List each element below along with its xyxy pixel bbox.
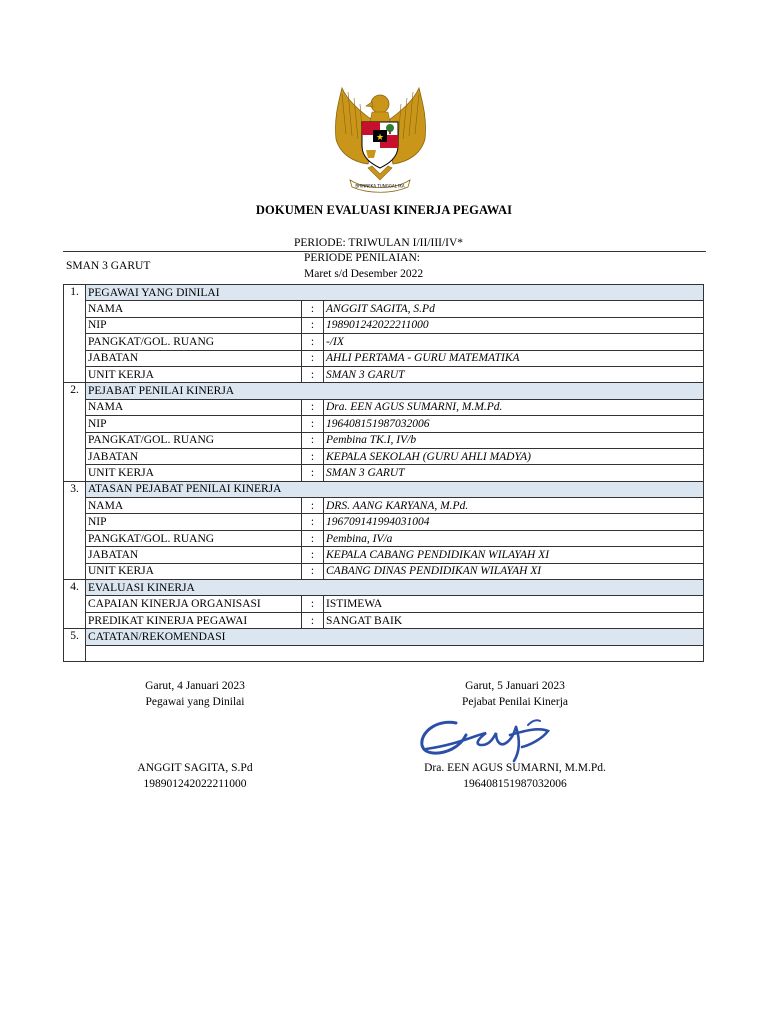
table-row bbox=[64, 334, 704, 350]
section-title: PEJABAT PENILAI KINERJA bbox=[86, 383, 704, 399]
table-row bbox=[64, 612, 704, 628]
field-value: -/IX bbox=[324, 334, 704, 350]
periode-penilaian-label: PERIODE PENILAIAN: bbox=[304, 252, 420, 264]
field-colon: : bbox=[302, 317, 324, 333]
field-label: JABATAN bbox=[86, 350, 302, 366]
field-label: NIP bbox=[86, 317, 302, 333]
field-value: ANGGIT SAGITA, S.Pd bbox=[324, 301, 704, 317]
field-value: SMAN 3 GARUT bbox=[324, 366, 704, 382]
field-colon: : bbox=[302, 563, 324, 579]
table-row bbox=[64, 498, 704, 514]
field-colon: : bbox=[302, 350, 324, 366]
field-label: PREDIKAT KINERJA PEGAWAI bbox=[86, 612, 302, 628]
field-value: 196709141994031004 bbox=[324, 514, 704, 530]
right-signature-role: Pejabat Penilai Kinerja bbox=[461, 696, 569, 708]
section-header-row bbox=[64, 481, 704, 497]
left-signature-role: Pegawai yang Dinilai bbox=[145, 696, 245, 708]
field-value: SANGAT BAIK bbox=[324, 612, 704, 628]
field-label: NAMA bbox=[86, 498, 302, 514]
field-colon: : bbox=[302, 596, 324, 612]
field-label: NIP bbox=[86, 514, 302, 530]
school-unit: SMAN 3 GARUT bbox=[66, 260, 151, 272]
table-row bbox=[64, 317, 704, 333]
field-value: Pembina, IV/a bbox=[324, 530, 704, 546]
section-header-row bbox=[64, 383, 704, 399]
periode-penilaian-value: Maret s/d Desember 2022 bbox=[304, 268, 424, 280]
section-title: PEGAWAI YANG DINILAI bbox=[86, 285, 704, 301]
field-colon: : bbox=[302, 514, 324, 530]
table-row bbox=[64, 547, 704, 563]
section-title: EVALUASI KINERJA bbox=[86, 580, 704, 596]
evaluation-table bbox=[63, 284, 704, 662]
right-signature-name: Dra. EEN AGUS SUMARNI, M.M.Pd. bbox=[424, 762, 606, 774]
notes-cell bbox=[86, 645, 704, 661]
section-header-row bbox=[64, 629, 704, 645]
section-title: CATATAN/REKOMENDASI bbox=[86, 629, 704, 645]
table-row bbox=[64, 514, 704, 530]
table-row bbox=[64, 465, 704, 481]
table-row bbox=[64, 432, 704, 448]
table-row bbox=[64, 399, 704, 415]
section-number: 2. bbox=[64, 383, 86, 481]
section-header-row bbox=[64, 580, 704, 596]
table-row bbox=[64, 563, 704, 579]
field-value: ISTIMEWA bbox=[324, 596, 704, 612]
field-colon: : bbox=[302, 416, 324, 432]
field-colon: : bbox=[302, 530, 324, 546]
right-signature-date: Garut, 5 Januari 2023 bbox=[465, 680, 565, 692]
left-signature-date: Garut, 4 Januari 2023 bbox=[145, 680, 245, 692]
field-value: KEPALA SEKOLAH (GURU AHLI MADYA) bbox=[324, 448, 704, 464]
field-colon: : bbox=[302, 432, 324, 448]
field-colon: : bbox=[302, 465, 324, 481]
field-value: Dra. EEN AGUS SUMARNI, M.M.Pd. bbox=[324, 399, 704, 415]
field-value: 198901242022211000 bbox=[324, 317, 704, 333]
handwritten-signature-icon bbox=[416, 705, 566, 770]
field-value: KEPALA CABANG PENDIDIKAN WILAYAH XI bbox=[324, 547, 704, 563]
table-row bbox=[64, 596, 704, 612]
field-colon: : bbox=[302, 334, 324, 350]
field-value: DRS. AANG KARYANA, M.Pd. bbox=[324, 498, 704, 514]
section-number: 5. bbox=[64, 629, 86, 662]
svg-text:★: ★ bbox=[375, 133, 385, 143]
table-row bbox=[64, 416, 704, 432]
section-number: 4. bbox=[64, 580, 86, 629]
field-colon: : bbox=[302, 612, 324, 628]
field-colon: : bbox=[302, 301, 324, 317]
section-title: ATASAN PEJABAT PENILAI KINERJA bbox=[86, 481, 704, 497]
field-label: JABATAN bbox=[86, 547, 302, 563]
field-label: NAMA bbox=[86, 301, 302, 317]
field-value: AHLI PERTAMA - GURU MATEMATIKA bbox=[324, 350, 704, 366]
table-row bbox=[64, 366, 704, 382]
table-row bbox=[64, 530, 704, 546]
field-value: SMAN 3 GARUT bbox=[324, 465, 704, 481]
section-number: 1. bbox=[64, 285, 86, 383]
left-signature-nip: 198901242022211000 bbox=[143, 778, 247, 790]
field-value: 196408151987032006 bbox=[324, 416, 704, 432]
field-colon: : bbox=[302, 366, 324, 382]
field-label: UNIT KERJA bbox=[86, 563, 302, 579]
left-signature-name: ANGGIT SAGITA, S.Pd bbox=[137, 762, 253, 774]
document-title: DOKUMEN EVALUASI KINERJA PEGAWAI bbox=[255, 203, 513, 217]
field-label: JABATAN bbox=[86, 448, 302, 464]
field-label: UNIT KERJA bbox=[86, 366, 302, 382]
field-colon: : bbox=[302, 547, 324, 563]
right-signature-nip: 196408151987032006 bbox=[463, 778, 567, 790]
field-colon: : bbox=[302, 399, 324, 415]
field-label: PANGKAT/GOL. RUANG bbox=[86, 432, 302, 448]
section-header-row bbox=[64, 285, 704, 301]
garuda-emblem-icon bbox=[328, 84, 433, 194]
field-value: Pembina TK.I, IV/b bbox=[324, 432, 704, 448]
field-label: NAMA bbox=[86, 399, 302, 415]
field-label: NIP bbox=[86, 416, 302, 432]
emblem-motto: BHINNEKA TUNGGAL IKA bbox=[355, 183, 405, 189]
notes-row bbox=[64, 645, 704, 661]
table-row bbox=[64, 448, 704, 464]
table-row bbox=[64, 301, 704, 317]
periode-label: PERIODE: TRIWULAN I/II/III/IV* bbox=[294, 237, 464, 249]
field-colon: : bbox=[302, 498, 324, 514]
field-label: PANGKAT/GOL. RUANG bbox=[86, 530, 302, 546]
field-label: PANGKAT/GOL. RUANG bbox=[86, 334, 302, 350]
field-label: CAPAIAN KINERJA ORGANISASI bbox=[86, 596, 302, 612]
field-value: CABANG DINAS PENDIDIKAN WILAYAH XI bbox=[324, 563, 704, 579]
section-number: 3. bbox=[64, 481, 86, 579]
table-row bbox=[64, 350, 704, 366]
field-label: UNIT KERJA bbox=[86, 465, 302, 481]
field-colon: : bbox=[302, 448, 324, 464]
